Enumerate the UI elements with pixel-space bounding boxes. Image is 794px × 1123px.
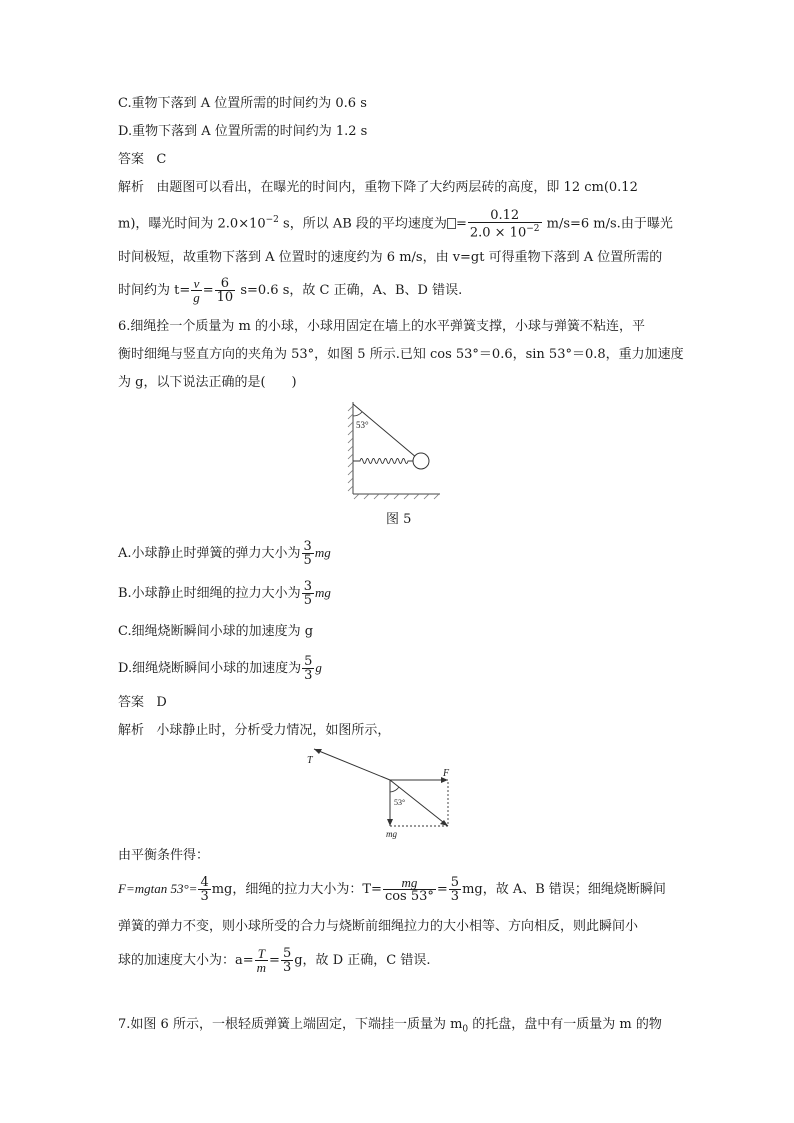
analysis-line-3: 时间极短，故重物下落到 A 位置时的速度约为 6 m/s，由 v=gt 可得重物下落到 A 位置所需的	[118, 250, 663, 265]
analysis-line-4: 时间约为 t= $\frac{v}{g}$ = $\frac{6}{10}$ s=0.6 s，故 C 正确，A、B、D 错误.	[118, 276, 463, 305]
answer-line-q5	[118, 151, 166, 169]
angle-label: 53°	[356, 420, 369, 430]
answer-line-q6	[118, 694, 167, 712]
wall-hatch	[348, 406, 353, 491]
string-line	[353, 404, 417, 458]
q6-option-b: B.小球静止时细绳的拉力大小为 $\frac{3}{5}$ mg	[118, 579, 331, 608]
six-over-ten-fraction: $\frac{6}{10}$	[216, 276, 234, 305]
analysis-line-1: 解析 由题图可以看出，在曝光的时间内，重物下降了大约两层砖的高度，即 12 cm(0.12	[118, 180, 638, 195]
q7-stem-line-1: 7.如图 6 所示，一根轻质弹簧上端固定，下端挂一质量为 $m_0$ 的托盘，盘中有一质量为 m 的物	[118, 1017, 662, 1035]
answer-label: 答案	[118, 152, 145, 167]
q6-analysis-line-1: 解析 小球静止时，分析受力情况，如图所示，	[118, 723, 391, 738]
analysis-label: 解析	[118, 723, 145, 738]
q6-stem-line-3: 为 g，以下说法正确的是( )	[118, 375, 297, 390]
option-c-prev: C.重物下落到 A 位置所需的时间约为 0.6 s	[118, 96, 367, 111]
t-over-m-fraction: $\frac{T}{m}$	[256, 946, 267, 975]
option-a-fraction: $\frac{3}{5}$	[303, 539, 312, 568]
analysis-line-2: m)，曝光时间为 $2.0\times 10^{-2}$ s，所以 AB 段的平均速度为 = $\frac{0.12}{2.0 \times 10^{-2}}$ m/s=6 m/s.由于曝光	[118, 207, 673, 240]
floor-hatch	[354, 494, 439, 499]
force-angle-arc	[390, 787, 399, 792]
five-thirds-fraction: $\frac{5}{3}$	[450, 875, 460, 904]
answer-label: 答案	[118, 695, 145, 710]
force-angle-label: 53°	[394, 798, 406, 807]
four-thirds-fraction: $\frac{4}{3}$	[200, 875, 209, 904]
answer-value: D	[156, 695, 167, 710]
v-over-g-fraction: $\frac{v}{g}$	[193, 276, 200, 305]
acc-five-thirds-fraction: $\frac{5}{3}$	[282, 946, 292, 975]
avg-speed-fraction: $\frac{0.12}{2.0 \times 10^{-2}}$	[469, 207, 540, 240]
gravity-arrowhead	[387, 819, 393, 826]
angle-arc	[353, 412, 362, 416]
q6-analysis-line-4: 球的加速度大小为：a= $\frac{T}{m}$ = $\frac{5}{3}$ g，故 D 正确，C 错误.	[118, 946, 431, 975]
q6-stem-line-1: 6.细绳拴一个质量为 m 的小球，小球用固定在墙上的水平弹簧支撑，小球与弹簧不粘连，平	[118, 319, 645, 334]
option-d-prev: D.重物下落到 A 位置所需的时间约为 1.2 s	[118, 124, 368, 139]
spring-coil	[353, 459, 413, 464]
analysis-label: 解析	[118, 180, 145, 195]
mg-over-cos-fraction: $\frac{mg}{\cos 53^\circ}$	[384, 875, 434, 904]
gravity-label: mg	[386, 829, 397, 839]
q6-option-a: A.小球静止时弹簧的弹力大小为 $\frac{3}{5}$ mg	[118, 539, 331, 568]
spring-force-label: F	[443, 768, 450, 779]
tension-label: T	[307, 755, 313, 766]
answer-value: C	[156, 152, 167, 167]
q6-analysis-line-3: 弹簧的弹力不变，则小球所受的合力与烧断前细绳拉力的大小相等、方向相反，则此瞬间小	[118, 919, 639, 934]
figure-5-diagram	[345, 398, 445, 500]
q6-stem-line-2: 衡时细绳与竖直方向的夹角为 53°，如图 5 所示.已知 cos 53°＝0.6，sin 53°＝0.8，重力加速度	[118, 347, 684, 362]
option-b-fraction: $\frac{3}{5}$	[303, 579, 312, 608]
q6-option-c: C.细绳烧断瞬间小球的加速度为 g	[118, 624, 314, 639]
vbar-symbol-icon	[447, 218, 456, 229]
ball-circle	[413, 453, 429, 469]
figure-5-caption: 图 5	[386, 512, 412, 527]
equilibrium-intro: 由平衡条件得：	[118, 848, 210, 863]
q6-option-d: D.细绳烧断瞬间小球的加速度为 $\frac{5}{3}$ g	[118, 654, 322, 683]
option-d-fraction: $\frac{5}{3}$	[304, 654, 313, 683]
q6-analysis-line-2: F=mgtan 53°= $\frac{4}{3}$ mg，细绳的拉力大小为：T= $\frac{mg}{\cos 53^\circ}$ = $\frac{5}{3}$ mg，故 A、B 错误；细绳烧断瞬间	[118, 875, 666, 904]
force-diagram	[305, 746, 465, 841]
tension-vector	[314, 749, 390, 780]
